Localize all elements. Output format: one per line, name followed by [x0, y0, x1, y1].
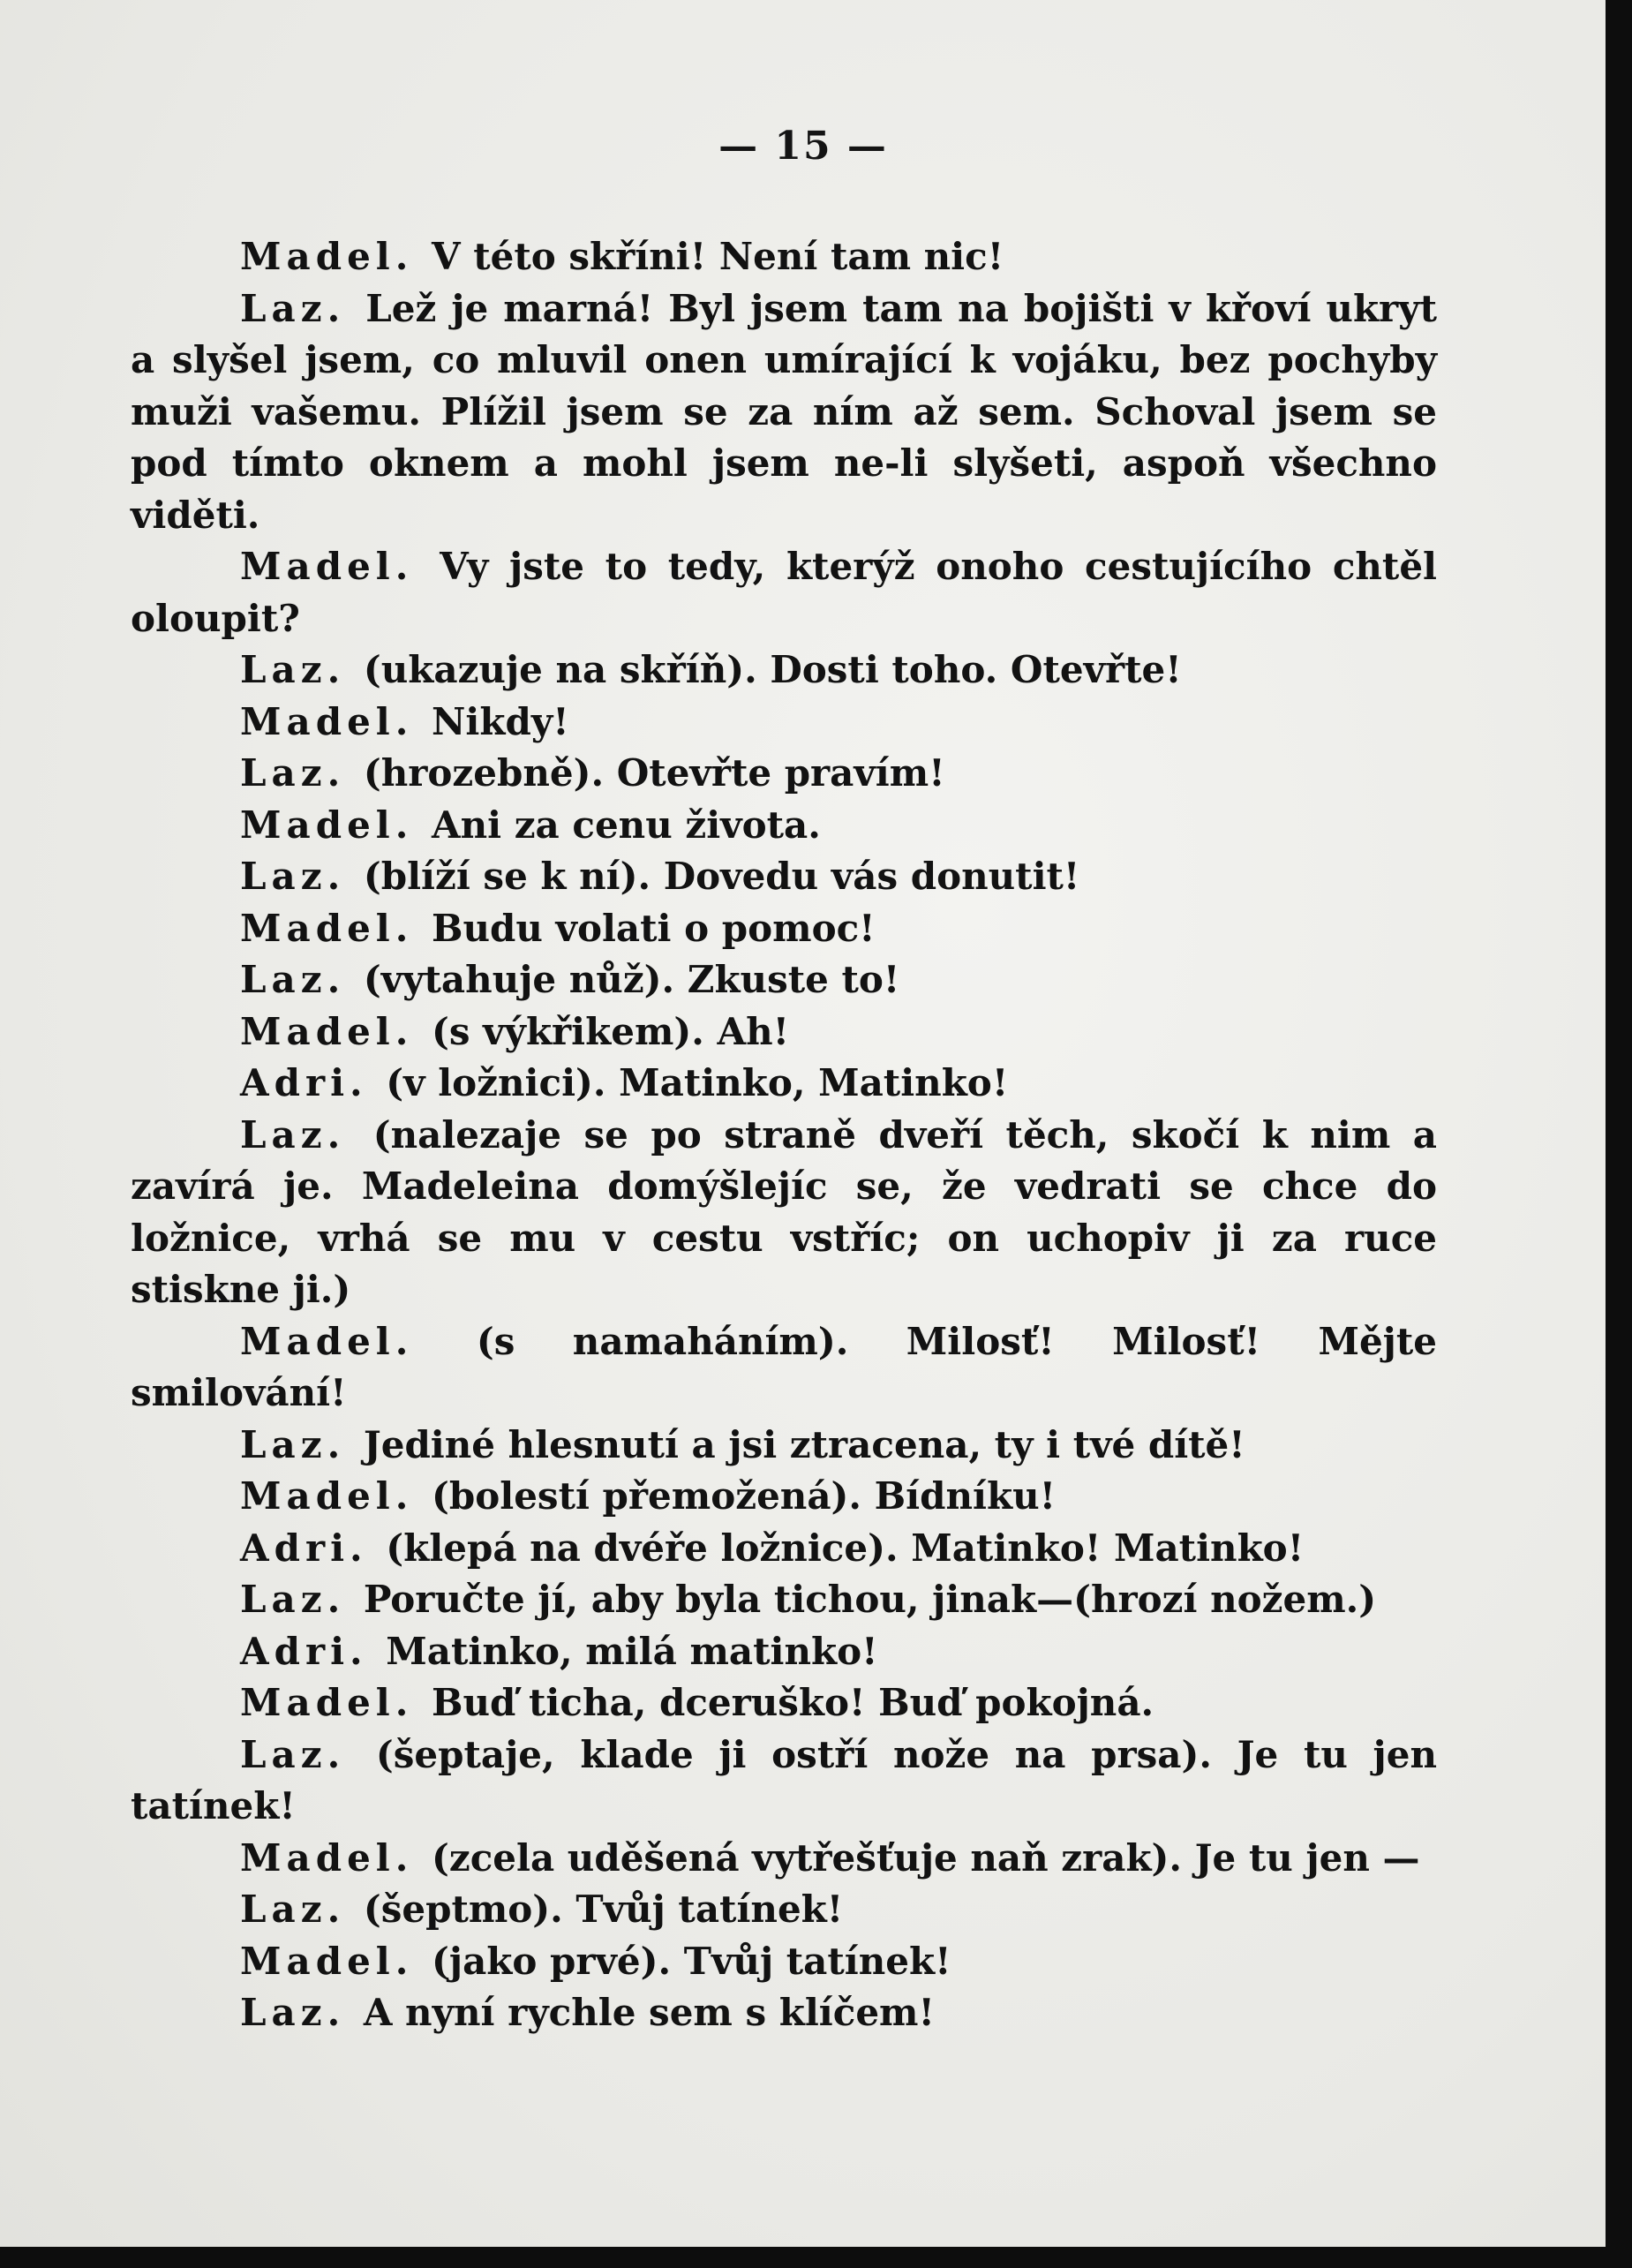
dialogue-line: [131, 1316, 1437, 1420]
dialogue-line: [131, 1574, 1437, 1626]
dialogue-line: [131, 903, 1437, 955]
dialogue-line: [131, 800, 1437, 852]
line-text: A nyní rychle sem s klíčem!: [363, 1991, 935, 2034]
line-text: Vy jste to tedy, kterýž onoho cestujícího chtěl oloupit?: [131, 545, 1438, 640]
speaker-name: Laz.: [240, 1732, 346, 1776]
dialogue-line: [131, 1729, 1437, 1833]
speaker-name: Laz.: [240, 1991, 346, 2034]
scan-edge-bottom: [0, 2247, 1632, 2268]
speaker-name: Laz.: [240, 1112, 346, 1157]
speaker-name: Laz.: [240, 286, 346, 330]
dialogue-line: [131, 1833, 1437, 1885]
dialogue-line: [131, 1626, 1437, 1678]
speaker-name: Madel.: [240, 1474, 414, 1518]
dialogue-line: [131, 1058, 1437, 1110]
dialogue-line: [131, 231, 1437, 283]
dialogue-line: [131, 954, 1437, 1006]
dialogue-line: [131, 1987, 1437, 2039]
line-text: (jako prvé). Tvůj tatínek!: [432, 1939, 951, 1983]
line-text: (nalezaje se po straně dveří těch, skočí k nim a zavírá je. Madeleina domýšlejíc se, že vedrati se chce do ložnice, vrhá se mu v cestu vstříc; on uchopiv ji za ruce stiskne ji.): [131, 1112, 1437, 1311]
speaker-name: Laz.: [240, 751, 346, 795]
speaker-name: Madel.: [240, 1939, 414, 1983]
dialogue-line: [131, 851, 1437, 903]
dialogue-line: [131, 1471, 1437, 1523]
speaker-name: Madel.: [240, 545, 414, 588]
speaker-name: Adri.: [240, 1061, 368, 1104]
line-text: (vytahuje nůž). Zkuste to!: [363, 958, 900, 1001]
dialogue-text: [131, 231, 1437, 2039]
line-text: (zcela uděšená vytřešťuje naň zrak). Je tu jen —: [432, 1835, 1420, 1880]
speaker-name: Madel.: [240, 235, 414, 278]
speaker-name: Madel.: [240, 1835, 414, 1880]
page-number: — 15 —: [718, 124, 888, 169]
line-text: V této skříni! Není tam nic!: [432, 235, 1004, 278]
line-text: Nikdy!: [432, 699, 569, 743]
speaker-name: Laz.: [240, 958, 346, 1001]
line-text: Lež je marná! Byl jsem tam na bojišti v křoví ukryt a slyšel jsem, co mluvil onen umírající k vojáku, bez pochyby muži vašemu. Plížil jsem se za ním až sem. Schoval jsem se pod tímto oknem a mohl jsem ne-li slyšeti, aspoň všechno viděti.: [131, 286, 1437, 537]
speaker-name: Laz.: [240, 1887, 346, 1931]
line-text: (v ložnici). Matinko, Matinko!: [386, 1061, 1009, 1104]
dialogue-line: [131, 1420, 1437, 1472]
line-text: Buď ticha, dceruško! Buď pokojná.: [432, 1681, 1154, 1724]
line-text: (šeptmo). Tvůj tatínek!: [363, 1887, 844, 1931]
dialogue-line: [131, 283, 1437, 542]
speaker-name: Madel.: [240, 802, 414, 847]
dialogue-line: [131, 644, 1437, 697]
line-text: Poručte jí, aby byla tichou, jinak—(hrozí nožem.): [363, 1578, 1377, 1621]
line-text: Jediné hlesnutí a jsi ztracena, ty i tvé dítě!: [363, 1422, 1245, 1466]
speaker-name: Adri.: [240, 1629, 368, 1673]
line-text: (šeptaje, klade ji ostří nože na prsa). Je tu jen tatínek!: [131, 1732, 1438, 1827]
line-text: (s namaháním). Milosť! Milosť! Mějte smilování!: [131, 1319, 1438, 1414]
line-text: (bolestí přemožená). Bídníku!: [432, 1474, 1057, 1518]
dialogue-line: [131, 697, 1437, 749]
dialogue-line: [131, 1936, 1437, 1988]
speaker-name: Madel.: [240, 906, 414, 950]
line-text: (blíží se k ní). Dovedu vás donutit!: [363, 855, 1080, 898]
line-text: (ukazuje na skříň). Dosti toho. Otevřte!: [363, 648, 1182, 691]
speaker-name: Madel.: [240, 1681, 414, 1724]
speaker-name: Madel.: [240, 699, 414, 743]
scan-edge-right: [1606, 0, 1632, 2268]
speaker-name: Madel.: [240, 1009, 414, 1053]
dialogue-line: [131, 1884, 1437, 1936]
dialogue-line: [131, 1677, 1437, 1729]
dialogue-line: [131, 1110, 1437, 1316]
line-text: Budu volati o pomoc!: [432, 906, 876, 950]
line-text: Ani za cenu života.: [432, 802, 821, 847]
speaker-name: Laz.: [240, 648, 346, 691]
line-text: (klepá na dvéře ložnice). Matinko! Matinko!: [386, 1526, 1305, 1570]
line-text: Matinko, milá matinko!: [386, 1629, 878, 1673]
speaker-name: Laz.: [240, 855, 346, 898]
speaker-name: Adri.: [240, 1526, 368, 1570]
dialogue-line: [131, 1523, 1437, 1575]
speaker-name: Madel.: [240, 1319, 414, 1363]
speaker-name: Laz.: [240, 1422, 346, 1466]
line-text: (hrozebně). Otevřte pravím!: [363, 751, 945, 795]
dialogue-line: [131, 748, 1437, 800]
line-text: (s výkřikem). Ah!: [432, 1009, 790, 1053]
dialogue-line: [131, 541, 1437, 644]
dialogue-line: [131, 1006, 1437, 1059]
speaker-name: Laz.: [240, 1578, 346, 1621]
